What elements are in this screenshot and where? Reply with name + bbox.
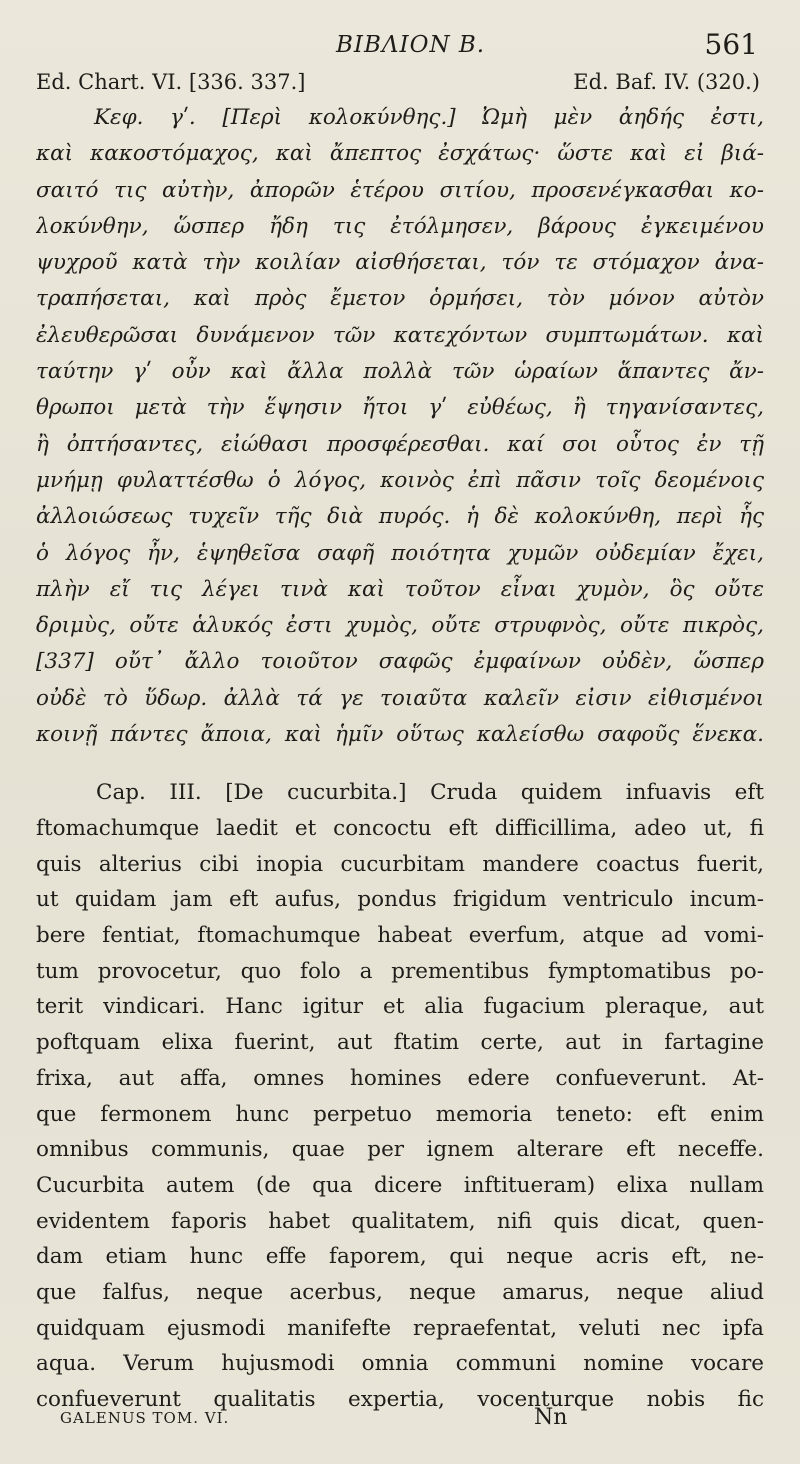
latin-line: aqua. Verum hujusmodi omnia communi nomine vocare — [36, 1351, 764, 1377]
greek-line: Κεφ. γʹ. [Περὶ κολοκύνθης.] Ὠμὴ μὲν ἀηδής ἐστι, — [94, 105, 764, 130]
greek-line: σαιτό τις αὐτὴν, ἀπορῶν ἑτέρου σιτίου, προσενέγκασθαι κο- — [36, 177, 764, 203]
greek-line: θρωποι μετὰ τὴν ἕψησιν ἤτοι γʹ εὐθέως, ἢ τηγανίσαντες, — [36, 395, 764, 421]
latin-line: ut quidam jam eft aufus, pondus frigidum ventriculo incum- — [36, 887, 764, 913]
latin-line: ftomachumque laedit et concoctu eft difficillima, adeo ut, fi — [36, 816, 764, 842]
greek-line: τραπήσεται, καὶ πρὸς ἔμετον ὁρμήσει, τὸν μόνον αὐτὸν — [36, 286, 764, 312]
latin-line: confueverunt qualitatis expertia, vocenturque nobis fic — [36, 1387, 764, 1413]
latin-line: dam etiam hunc effe faporem, qui neque acris eft, ne- — [36, 1244, 764, 1270]
greek-line: ἀλλοιώσεως τυχεῖν τῆς διὰ πυρός. ἡ δὲ κολοκύνθη, περὶ ἧς — [36, 504, 764, 530]
running-head — [36, 18, 764, 60]
latin-line: quis alterius cibi inopia cucurbitam mandere coactus fuerit, — [36, 851, 764, 877]
greek-line: πλὴν εἴ τις λέγει τινὰ καὶ τοῦτον εἶναι χυμὸν, ὃς οὔτε — [36, 576, 764, 602]
latin-line: que falfus, neque acerbus, neque amarus, neque aliud — [36, 1279, 764, 1305]
latin-line: Cucurbita autem (de qua dicere inftitueram) elixa nullam — [36, 1172, 764, 1198]
greek-line: λοκύνθην, ὥσπερ ἤδη τις ἐτόλμησεν, βάρους ἐγκειμένου — [36, 213, 764, 239]
edition-line — [36, 66, 764, 98]
page-footer — [60, 1405, 764, 1435]
greek-line: καὶ κακοστόμαχος, καὶ ἄπεπτος ἐσχάτως· ὥστε καὶ εἰ βιά- — [36, 141, 764, 167]
latin-text-block — [36, 775, 764, 1417]
greek-line: μνήμῃ φυλαττέσθω ὁ λόγος, κοινὸς ἐπὶ πᾶσιν τοῖς δεομένοις — [36, 467, 764, 493]
greek-line: οὐδὲ τὸ ὕδωρ. ἀλλὰ τά γε τοιαῦτα καλεῖν εἰσιν εἰθισμένοι — [36, 685, 764, 711]
greek-line: ἐλευθερῶσαι δυνάμενον τῶν κατεχόντων συμπτωμάτων. καὶ — [36, 322, 764, 348]
latin-line: bere fentiat, ftomachumque habeat everfum, atque ad vomi- — [36, 923, 764, 949]
greek-line: ἢ ὀπτήσαντες, εἰώθασι προσφέρεσθαι. καί σοι οὗτος ἐν τῇ — [36, 431, 764, 457]
latin-line: poftquam elixa fuerint, aut ftatim certe, aut in fartagine — [36, 1030, 764, 1056]
latin-line: Cap. III. [De cucurbita.] Cruda quidem infuavis eft — [96, 780, 764, 806]
edition-chart-ref: Ed. Chart. VI. [336. 337.] — [36, 70, 306, 94]
book-title: BIBΛΙΟΝ Β. — [336, 32, 486, 58]
latin-line: evidentem faporis habet qualitatem, nifi quis dicat, quen- — [36, 1208, 764, 1234]
gathering-signature: Nn — [534, 1405, 568, 1430]
greek-text-block — [36, 100, 764, 753]
latin-line: tum provocetur, quo folo a prementibus fymptomatibus po- — [36, 958, 764, 984]
latin-line: frixa, aut affa, omnes homines edere confueverunt. At- — [36, 1065, 764, 1091]
greek-line: κοινῇ πάντες ἄποια, καὶ ἡμῖν οὕτως καλείσθω σαφοῦς ἕνεκα. — [36, 722, 764, 748]
latin-line: que fermonem hunc perpetuo memoria teneto: eft enim — [36, 1101, 764, 1127]
latin-line: terit vindicari. Hanc igitur et alia fugacium pleraque, aut — [36, 994, 764, 1020]
greek-line: ὁ λόγος ἦν, ἑψηθεῖσα σαφῆ ποιότητα χυμῶν οὐδεμίαν ἔχει, — [36, 540, 764, 566]
greek-line: [337] οὔτ᾽ ἄλλο τοιοῦτον σαφῶς ἐμφαίνων οὐδὲν, ὥσπερ — [36, 649, 764, 675]
latin-line: quidquam ejusmodi manifefte repraefentat, veluti nec ipfa — [36, 1315, 764, 1341]
greek-line: ψυχροῦ κατὰ τὴν κοιλίαν αἰσθήσεται, τόν τε στόμαχον ἀνα- — [36, 250, 764, 276]
greek-line: ταύτην γʹ οὖν καὶ ἄλλα πολλὰ τῶν ὡραίων ἅπαντες ἄν- — [36, 359, 764, 385]
volume-signature: GALENUS TOM. VI. — [60, 1409, 230, 1427]
edition-basel-ref: Ed. Baf. IV. (320.) — [573, 70, 760, 94]
greek-line: δριμὺς, οὔτε ἁλυκός ἐστι χυμὸς, οὔτε στρυφνὸς, οὔτε πικρὸς, — [36, 613, 764, 639]
latin-line: omnibus communis, quae per ignem alterare eft neceffe. — [36, 1137, 764, 1163]
page-number: 561 — [704, 28, 758, 61]
